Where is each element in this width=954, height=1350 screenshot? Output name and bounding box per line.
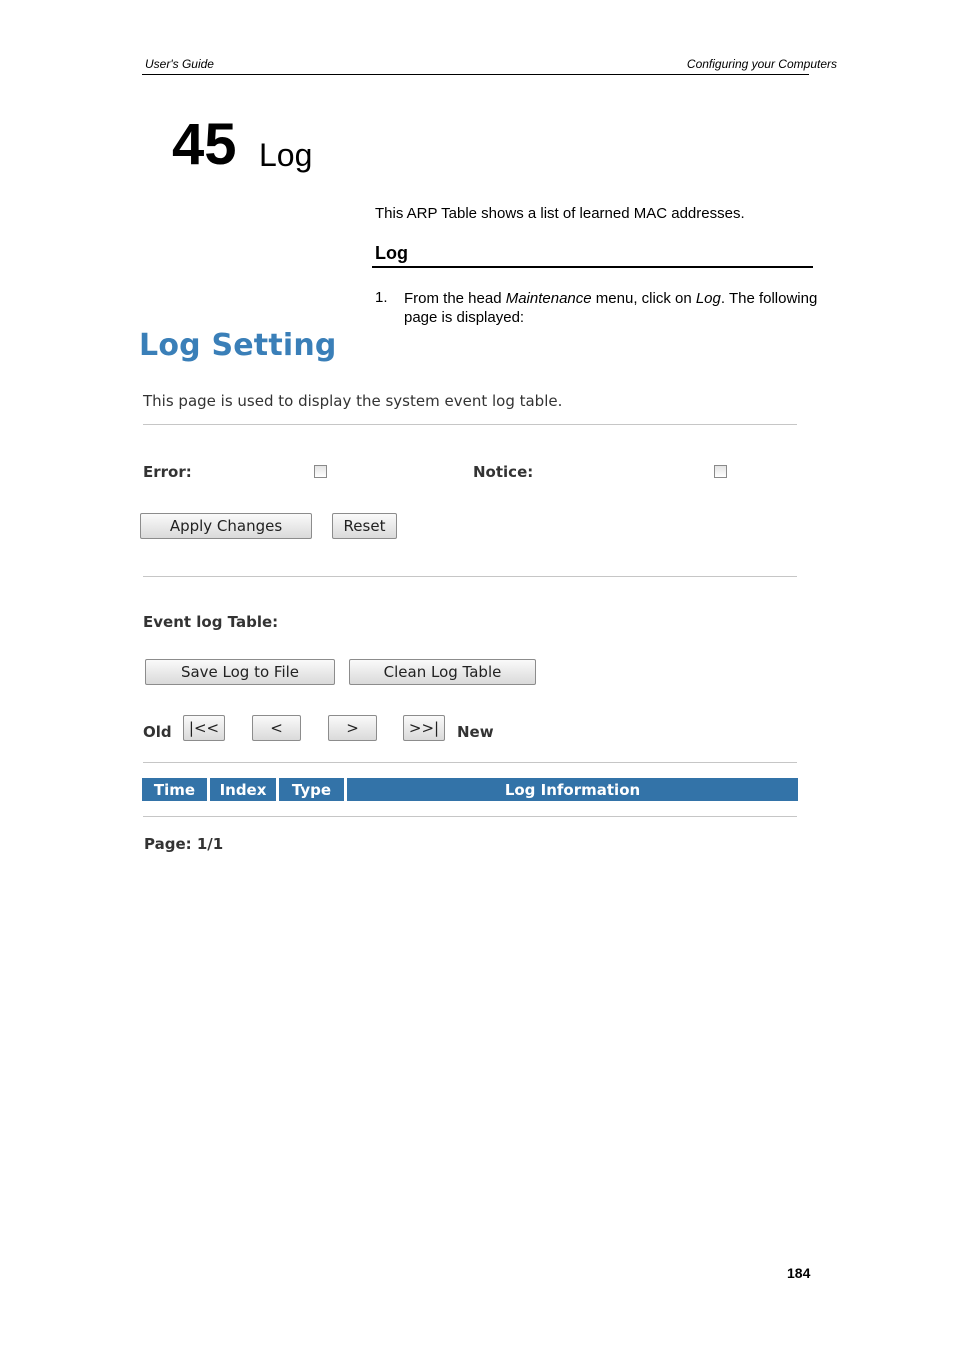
step-item-name: Log bbox=[695, 290, 721, 307]
event-log-table-label: Event log Table: bbox=[143, 613, 279, 631]
section-title: Log bbox=[375, 243, 408, 263]
first-page-button[interactable]: |<< bbox=[183, 715, 225, 741]
previous-page-button[interactable]: < bbox=[252, 715, 301, 741]
log-setting-title: Log Setting bbox=[139, 328, 337, 363]
intro-paragraph: This ARP Table shows a list of learned MAC addresses. bbox=[375, 205, 745, 222]
step-menu-name: Maintenance bbox=[505, 290, 592, 307]
divider-table-top bbox=[143, 762, 797, 763]
last-page-button[interactable]: >>| bbox=[403, 715, 445, 741]
reset-button[interactable]: Reset bbox=[332, 513, 397, 539]
header-rule bbox=[142, 74, 809, 75]
save-log-to-file-button[interactable]: Save Log to File bbox=[145, 659, 335, 685]
next-page-button[interactable]: > bbox=[328, 715, 377, 741]
column-header-log-information: Log Information bbox=[347, 778, 798, 801]
apply-changes-button[interactable]: Apply Changes bbox=[140, 513, 312, 539]
new-label: New bbox=[457, 723, 494, 741]
section-rule bbox=[372, 266, 813, 268]
log-setting-description: This page is used to display the system event log table. bbox=[143, 392, 563, 410]
step-text-post: . The following page is displayed: bbox=[404, 290, 818, 326]
error-checkbox[interactable] bbox=[314, 465, 327, 478]
divider-middle bbox=[143, 576, 797, 577]
notice-label: Notice: bbox=[473, 463, 534, 481]
page-indicator: Page: 1/1 bbox=[144, 835, 224, 853]
step-text-pre: From the head bbox=[404, 290, 506, 307]
running-header-left: User's Guide bbox=[145, 57, 214, 71]
divider-table-bottom bbox=[143, 816, 797, 817]
page-number: 184 bbox=[787, 1265, 811, 1281]
notice-checkbox[interactable] bbox=[714, 465, 727, 478]
column-header-time: Time bbox=[142, 778, 207, 801]
divider-top bbox=[143, 424, 797, 425]
step-text-mid: menu, click on bbox=[591, 290, 696, 307]
chapter-title: Log bbox=[259, 137, 313, 173]
chapter-number: 45 bbox=[172, 112, 237, 177]
old-label: Old bbox=[143, 723, 172, 741]
step-text bbox=[404, 289, 824, 327]
clean-log-table-button[interactable]: Clean Log Table bbox=[349, 659, 536, 685]
running-header-right: Configuring your Computers bbox=[686, 57, 837, 71]
column-header-type: Type bbox=[279, 778, 344, 801]
column-header-index: Index bbox=[210, 778, 276, 801]
error-label: Error: bbox=[143, 463, 192, 481]
step-number: 1. bbox=[375, 289, 388, 306]
